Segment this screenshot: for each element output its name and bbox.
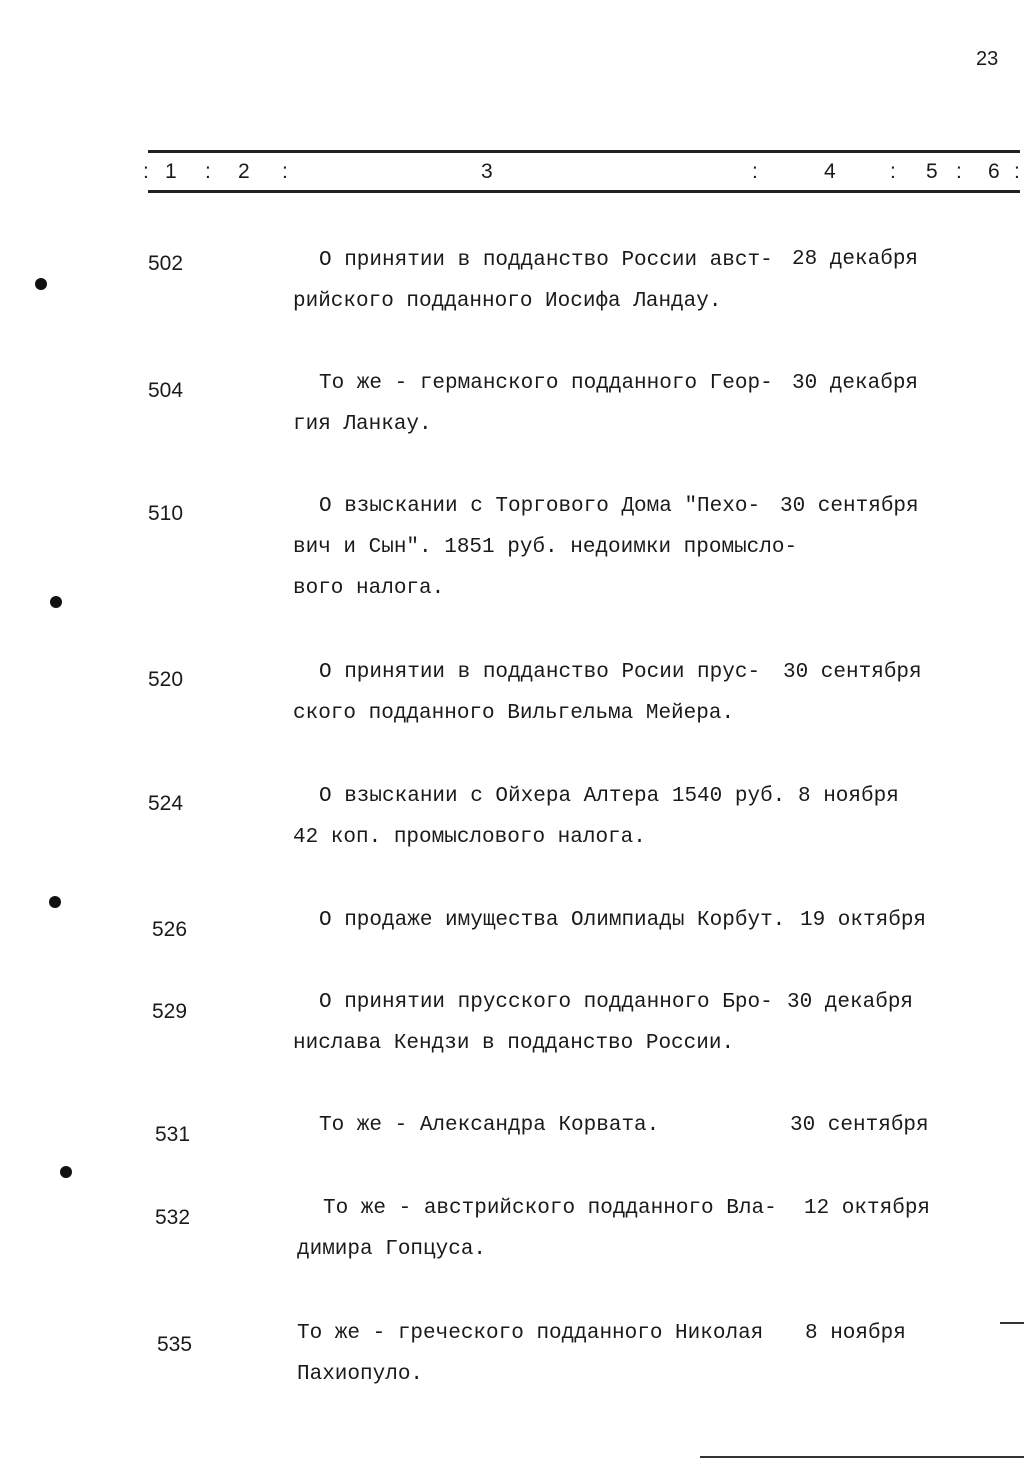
scan-mark	[1000, 1322, 1024, 1324]
bottom-rule	[700, 1456, 1024, 1458]
title-line: То же - греческого подданного Николая	[297, 1322, 764, 1345]
title-line: рийского подданного Иосифа Ландау.	[293, 290, 722, 313]
title-line: О принятии прусского подданного Бро-	[319, 991, 773, 1014]
col-sep: :	[205, 160, 211, 183]
case-date: 30 сентября	[780, 495, 919, 518]
case-number: 524	[148, 792, 184, 815]
case-title	[293, 1105, 793, 1146]
case-date: 30 декабря	[787, 991, 914, 1014]
col-sep: :	[890, 160, 896, 183]
col-6: 6	[988, 160, 1000, 183]
title-line: димира Гопцуса.	[297, 1238, 487, 1261]
case-title	[293, 982, 793, 1064]
col-sep: :	[143, 160, 149, 183]
title-line: гия Ланкау.	[293, 413, 432, 436]
title-line: ского подданного Вильгельма Мейера.	[293, 702, 735, 725]
case-number: 502	[148, 252, 184, 275]
case-number: 510	[148, 502, 184, 525]
col-1: 1	[165, 160, 177, 183]
title-line: О взыскании с Торгового Дома "Пехо-	[319, 495, 761, 518]
title-line: вого налога.	[293, 577, 445, 600]
case-date: 12 октября	[804, 1197, 931, 1220]
col-sep: :	[1014, 160, 1020, 183]
case-number: 526	[152, 918, 188, 941]
title-line: Пахиопуло.	[297, 1363, 424, 1386]
case-date: 30 декабря	[792, 372, 919, 395]
header-bottom-rule	[148, 190, 1020, 193]
title-line: вич и Сын". 1851 руб. недоимки промысло-	[293, 536, 798, 559]
punch-hole-mark	[49, 896, 61, 908]
case-date: 30 сентября	[790, 1114, 929, 1137]
case-title	[293, 652, 793, 734]
case-title	[297, 1188, 797, 1270]
case-title	[293, 900, 793, 941]
punch-hole-mark	[60, 1166, 72, 1178]
title-line: О взыскании с Ойхера Алтера 1540 руб.	[319, 785, 786, 808]
case-title	[293, 363, 793, 445]
title-line: То же - Александра Корвата.	[319, 1114, 660, 1137]
case-title	[297, 1313, 817, 1395]
col-4: 4	[824, 160, 836, 183]
title-line: нислава Кендзи в подданство России.	[293, 1032, 735, 1055]
title-line: О продаже имущества Олимпиады Корбут.	[319, 909, 786, 932]
case-date: 8 ноября	[805, 1322, 906, 1345]
case-number: 504	[148, 379, 184, 402]
title-line: То же - австрийского подданного Вла-	[323, 1197, 777, 1220]
col-3: 3	[481, 160, 493, 183]
case-title	[293, 240, 793, 322]
col-sep: :	[282, 160, 288, 183]
col-2: 2	[238, 160, 250, 183]
case-number: 529	[152, 1000, 188, 1023]
title-line: О принятии в подданство Росии прус-	[319, 661, 761, 684]
case-number: 520	[148, 668, 184, 691]
page-number: 23	[976, 48, 999, 70]
case-title	[293, 486, 833, 609]
title-line: О принятии в подданство России авст-	[319, 249, 773, 272]
case-date: 30 сентября	[783, 661, 922, 684]
col-sep: :	[956, 160, 962, 183]
case-number: 535	[157, 1333, 193, 1356]
title-line: То же - германского подданного Геор-	[319, 372, 773, 395]
header-top-rule	[148, 150, 1020, 153]
case-date: 8 ноября	[798, 785, 899, 808]
case-number: 531	[155, 1123, 191, 1146]
title-line: 42 коп. промыслового налога.	[293, 826, 646, 849]
col-sep: :	[752, 160, 758, 183]
col-5: 5	[926, 160, 938, 183]
punch-hole-mark	[50, 596, 62, 608]
case-title	[293, 776, 793, 858]
case-date: 28 декабря	[792, 248, 919, 271]
punch-hole-mark	[35, 278, 47, 290]
case-number: 532	[155, 1206, 191, 1229]
case-date: 19 октября	[800, 909, 927, 932]
